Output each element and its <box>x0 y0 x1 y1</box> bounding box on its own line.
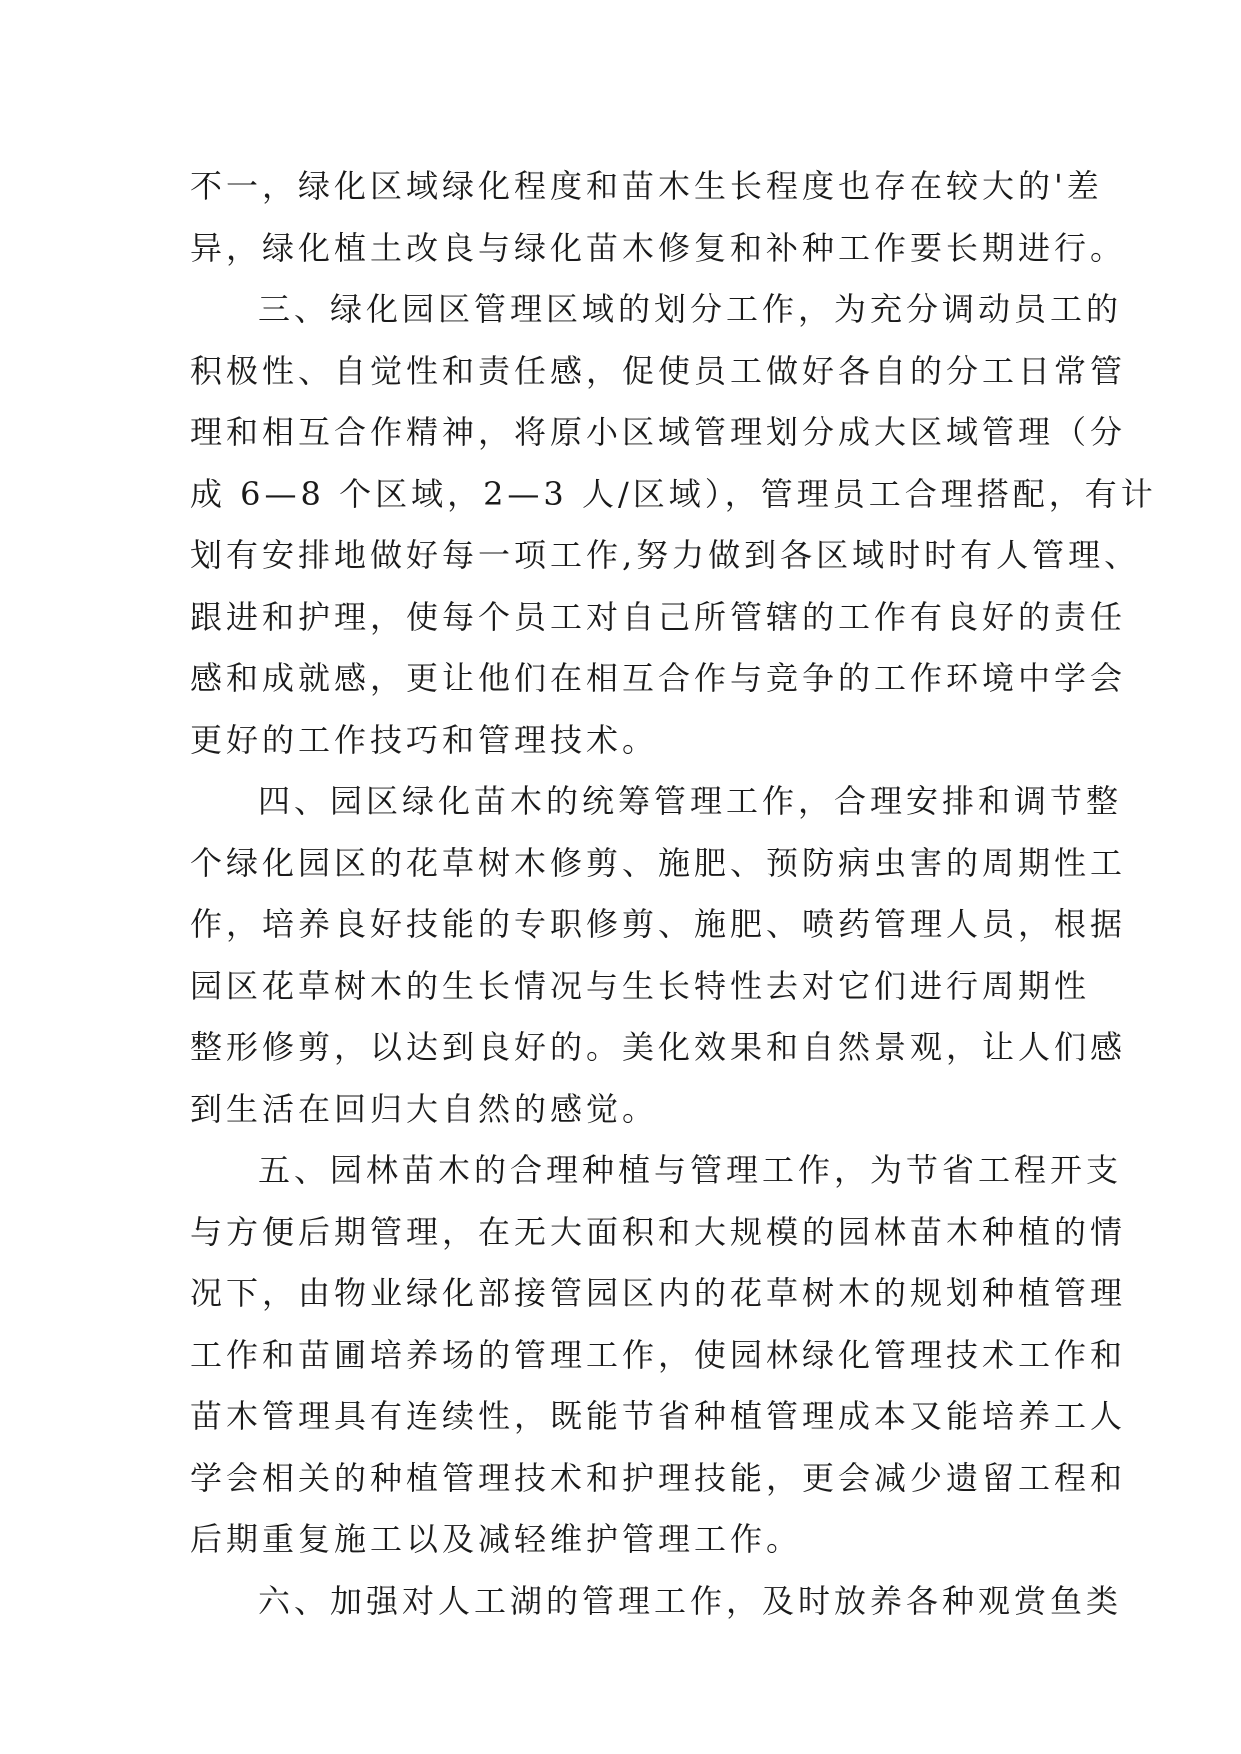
text-line: 到生活在回归大自然的感觉。 <box>190 1089 659 1128</box>
paragraph-start-line: 四、园区绿化苗木的统筹管理工作，合理安排和调节整 <box>258 782 1123 820</box>
text-line: 划有安排地做好每一项工作,努力做到各区域时时有人管理、 <box>190 536 1141 574</box>
text-line: 与方便后期管理，在无大面积和大规模的园林苗木种植的情 <box>190 1212 1127 1251</box>
text-line: 学会相关的种植管理技术和护理技能，更会减少遗留工程和 <box>190 1458 1127 1497</box>
text-line: 作，培养良好技能的专职修剪、施肥、喷药管理人员，根据 <box>190 905 1127 943</box>
text-line: 整形修剪，以达到良好的。美化效果和自然景观，让人们感 <box>190 1028 1127 1066</box>
text-line: 园区花草树木的生长情况与生长特性去对它们进行周期性 <box>190 966 1091 1005</box>
paragraph-start-line: 三、绿化园区管理区域的划分工作，为充分调动员工的 <box>258 290 1123 328</box>
text-line: 异，绿化植土改良与绿化苗木修复和补种工作要长期进行。 <box>190 228 1127 267</box>
text-line: 个绿化园区的花草树木修剪、施肥、预防病虫害的周期性工 <box>190 843 1127 882</box>
text-line: 更好的工作技巧和管理技术。 <box>190 720 659 759</box>
text-line: 跟进和护理，使每个员工对自己所管辖的工作有良好的责任 <box>190 597 1127 636</box>
paragraph-start-line: 五、园林苗木的合理种植与管理工作，为节省工程开支 <box>258 1151 1123 1189</box>
document-body <box>190 156 1157 1632</box>
text-line: 况下，由物业绿化部接管园区内的花草树木的规划种植管理 <box>190 1274 1127 1312</box>
text-line: 工作和苗圃培养场的管理工作，使园林绿化管理技术工作和 <box>190 1335 1127 1374</box>
text-line: 理和相互合作精神，将原小区域管理划分成大区域管理（分 <box>190 413 1127 451</box>
paragraph-start-line: 六、加强对人工湖的管理工作，及时放养各种观赏鱼类 <box>258 1581 1123 1620</box>
text-line: 苗木管理具有连续性，既能节省种植管理成本又能培养工人 <box>190 1397 1127 1435</box>
text-line: 积极性、自觉性和责任感，促使员工做好各自的分工日常管 <box>190 351 1127 390</box>
text-line: 成 6—8 个区域，2—3 人/区域），管理员工合理搭配，有计 <box>190 474 1157 513</box>
text-line: 不一，绿化区域绿化程度和苗木生长程度也存在较大的'差 <box>190 167 1103 205</box>
text-line: 后期重复施工以及减轻维护管理工作。 <box>190 1520 803 1558</box>
text-line: 感和成就感，更让他们在相互合作与竞争的工作环境中学会 <box>190 659 1127 697</box>
